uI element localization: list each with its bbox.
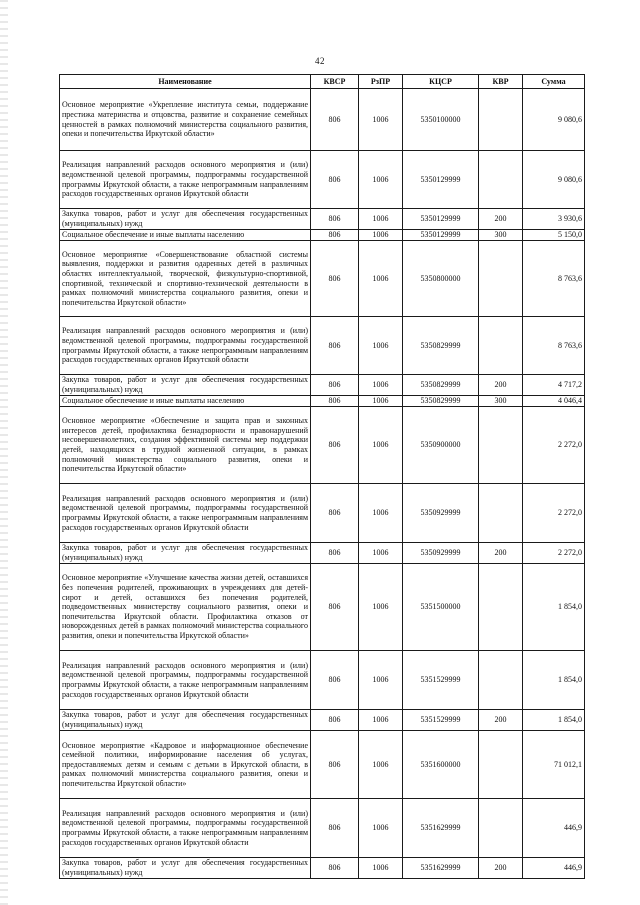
cell-kvr [479, 151, 523, 209]
cell-rzpr: 1006 [359, 710, 403, 731]
cell-kcsr: 5351629999 [403, 799, 479, 858]
table-row [60, 317, 585, 375]
cell-rzpr: 1006 [359, 484, 403, 543]
cell-kvsr: 806 [311, 799, 359, 858]
cell-sum: 4 717,2 [523, 375, 585, 396]
cell-kvsr: 806 [311, 564, 359, 651]
table-row [60, 564, 585, 651]
cell-rzpr: 1006 [359, 230, 403, 241]
cell-kvr [479, 484, 523, 543]
cell-kvsr: 806 [311, 484, 359, 543]
cell-sum: 8 763,6 [523, 241, 585, 317]
table-row [60, 710, 585, 731]
cell-sum: 2 272,0 [523, 484, 585, 543]
table-row [60, 484, 585, 543]
cell-kcsr: 5350900000 [403, 407, 479, 484]
cell-kvsr: 806 [311, 375, 359, 396]
cell-name: Закупка товаров, работ и услуг для обеспечения государственных (муниципальных) нужд [60, 858, 311, 879]
cell-sum: 4 046,4 [523, 396, 585, 407]
cell-sum: 2 272,0 [523, 543, 585, 564]
table-row [60, 651, 585, 710]
cell-kvr: 300 [479, 230, 523, 241]
cell-kvr [479, 799, 523, 858]
cell-kcsr: 5351529999 [403, 710, 479, 731]
cell-sum: 1 854,0 [523, 564, 585, 651]
cell-name: Закупка товаров, работ и услуг для обеспечения государственных (муниципальных) нужд [60, 375, 311, 396]
table-row [60, 241, 585, 317]
cell-sum: 3 930,6 [523, 209, 585, 230]
cell-rzpr: 1006 [359, 375, 403, 396]
cell-name: Основное мероприятие «Совершенствование областной системы выявления, поддержки и развития одаренных детей в различных областях интеллектуальной, творческой, физкультурно-спортивной, спортивной, технической и спортивно-технической деятельности в рамках полномочий министерства социального развития, опеки и попечительства Иркутской области» [60, 241, 311, 317]
cell-sum: 446,9 [523, 858, 585, 879]
cell-kvr [479, 651, 523, 710]
header-kcsr: КЦСР [403, 75, 479, 89]
cell-kvr [479, 564, 523, 651]
cell-rzpr: 1006 [359, 858, 403, 879]
cell-kcsr: 5350129999 [403, 230, 479, 241]
cell-name: Социальное обеспечение и иные выплаты населению [60, 230, 311, 241]
cell-kcsr: 5350929999 [403, 543, 479, 564]
cell-kvr: 200 [479, 375, 523, 396]
cell-sum: 9 080,6 [523, 89, 585, 151]
cell-kcsr: 5350800000 [403, 241, 479, 317]
cell-kvsr: 806 [311, 209, 359, 230]
table-row [60, 230, 585, 241]
header-name: Наименование [60, 75, 311, 89]
table-row [60, 151, 585, 209]
cell-name: Закупка товаров, работ и услуг для обеспечения государственных (муниципальных) нужд [60, 543, 311, 564]
cell-rzpr: 1006 [359, 89, 403, 151]
cell-name: Реализация направлений расходов основного мероприятия и (или) ведомственной целевой программы, подпрограммы государственной программы Иркутской области, а также непрограммным направлениям расходов государственных органов Иркутской области [60, 151, 311, 209]
cell-kvsr: 806 [311, 241, 359, 317]
cell-rzpr: 1006 [359, 651, 403, 710]
cell-rzpr: 1006 [359, 317, 403, 375]
header-sum: Сумма [523, 75, 585, 89]
cell-rzpr: 1006 [359, 396, 403, 407]
cell-rzpr: 1006 [359, 799, 403, 858]
table-row [60, 89, 585, 151]
cell-kvsr: 806 [311, 230, 359, 241]
cell-kvr: 200 [479, 858, 523, 879]
cell-kcsr: 5350829999 [403, 396, 479, 407]
cell-kvsr: 806 [311, 407, 359, 484]
cell-name: Реализация направлений расходов основного мероприятия и (или) ведомственной целевой программы, подпрограммы государственной программы Иркутской области, а также непрограммным направлениям расходов государственных органов Иркутской области [60, 651, 311, 710]
header-rzpr: РзПР [359, 75, 403, 89]
cell-name: Основное мероприятие «Улучшение качества жизни детей, оставшихся без попечения родителей, проживающих в учреждениях для детей-сирот и детей, оставшихся без попечения родителей, подведомственных министерству социального развития, опеки и попечительства Иркутской области. Профилактика отказов от новорожденных детей в рамках полномочий министерства социального развития, опеки и попечительства Иркутской области» [60, 564, 311, 651]
cell-sum: 9 080,6 [523, 151, 585, 209]
cell-kvsr: 806 [311, 731, 359, 799]
cell-kvr: 200 [479, 209, 523, 230]
table-header-row [60, 75, 585, 89]
cell-kvsr: 806 [311, 89, 359, 151]
budget-table [59, 74, 585, 879]
cell-kcsr: 5351529999 [403, 651, 479, 710]
cell-rzpr: 1006 [359, 543, 403, 564]
cell-rzpr: 1006 [359, 209, 403, 230]
cell-sum: 8 763,6 [523, 317, 585, 375]
cell-name: Социальное обеспечение и иные выплаты населению [60, 396, 311, 407]
header-kvr: КВР [479, 75, 523, 89]
cell-kvsr: 806 [311, 543, 359, 564]
table-row [60, 209, 585, 230]
table-row [60, 543, 585, 564]
cell-kvr: 200 [479, 543, 523, 564]
cell-kvr [479, 731, 523, 799]
cell-kcsr: 5350829999 [403, 317, 479, 375]
cell-kcsr: 5350129999 [403, 209, 479, 230]
cell-kcsr: 5351500000 [403, 564, 479, 651]
table-row [60, 731, 585, 799]
cell-sum: 446,9 [523, 799, 585, 858]
cell-name: Закупка товаров, работ и услуг для обеспечения государственных (муниципальных) нужд [60, 209, 311, 230]
table-row [60, 407, 585, 484]
cell-rzpr: 1006 [359, 151, 403, 209]
cell-sum: 71 012,1 [523, 731, 585, 799]
cell-kcsr: 5350100000 [403, 89, 479, 151]
cell-kvr [479, 407, 523, 484]
cell-rzpr: 1006 [359, 241, 403, 317]
table-row [60, 375, 585, 396]
cell-kvsr: 806 [311, 858, 359, 879]
cell-rzpr: 1006 [359, 731, 403, 799]
header-kvsr: КВСР [311, 75, 359, 89]
cell-rzpr: 1006 [359, 564, 403, 651]
cell-name: Основное мероприятие «Кадровое и информационное обеспечение семейной политики, информирование населения об услугах, предоставляемых детям и семьям с детьми в Иркутской области, в рамках полномочий министерства социального развития, опеки и попечительства Иркутской области» [60, 731, 311, 799]
cell-kvsr: 806 [311, 317, 359, 375]
cell-kvr: 200 [479, 710, 523, 731]
cell-name: Реализация направлений расходов основного мероприятия и (или) ведомственной целевой программы, подпрограммы государственной программы Иркутской области, а также непрограммным направлениям расходов государственных органов Иркутской области [60, 484, 311, 543]
cell-sum: 1 854,0 [523, 710, 585, 731]
cell-name: Закупка товаров, работ и услуг для обеспечения государственных (муниципальных) нужд [60, 710, 311, 731]
cell-kvr: 300 [479, 396, 523, 407]
cell-kcsr: 5350929999 [403, 484, 479, 543]
cell-sum: 1 854,0 [523, 651, 585, 710]
cell-kvsr: 806 [311, 710, 359, 731]
cell-kcsr: 5350129999 [403, 151, 479, 209]
cell-name: Основное мероприятие «Укрепление института семьи, поддержание престижа материнства и отцовства, развитие и сохранение семейных ценностей в рамках полномочий министерства социального развития, опеки и попечительства Иркутской области» [60, 89, 311, 151]
cell-name: Реализация направлений расходов основного мероприятия и (или) ведомственной целевой программы, подпрограммы государственной программы Иркутской области, а также непрограммным направлениям расходов государственных органов Иркутской области [60, 317, 311, 375]
table-row [60, 858, 585, 879]
cell-kvsr: 806 [311, 651, 359, 710]
cell-kvsr: 806 [311, 151, 359, 209]
cell-name: Основное мероприятие «Обеспечение и защита прав и законных интересов детей, профилактика безнадзорности и правонарушений несовершеннолетних, создания эффективной системы мер поддержки детей, находящихся в трудной жизненной ситуации, в рамках полномочий министерства социального развития, опеки и попечительства Иркутской области» [60, 407, 311, 484]
page-number: 42 [315, 56, 325, 66]
cell-sum: 5 150,0 [523, 230, 585, 241]
cell-kcsr: 5351600000 [403, 731, 479, 799]
cell-kcsr: 5351629999 [403, 858, 479, 879]
cell-kvr [479, 241, 523, 317]
cell-kvr [479, 89, 523, 151]
table-row [60, 799, 585, 858]
cell-kcsr: 5350829999 [403, 375, 479, 396]
table-row [60, 396, 585, 407]
cell-kvr [479, 317, 523, 375]
cell-sum: 2 272,0 [523, 407, 585, 484]
cell-rzpr: 1006 [359, 407, 403, 484]
cell-name: Реализация направлений расходов основного мероприятия и (или) ведомственной целевой программы, подпрограммы государственной программы Иркутской области, а также непрограммным направлениям расходов государственных органов Иркутской области [60, 799, 311, 858]
binding-edge [0, 0, 8, 905]
cell-kvsr: 806 [311, 396, 359, 407]
